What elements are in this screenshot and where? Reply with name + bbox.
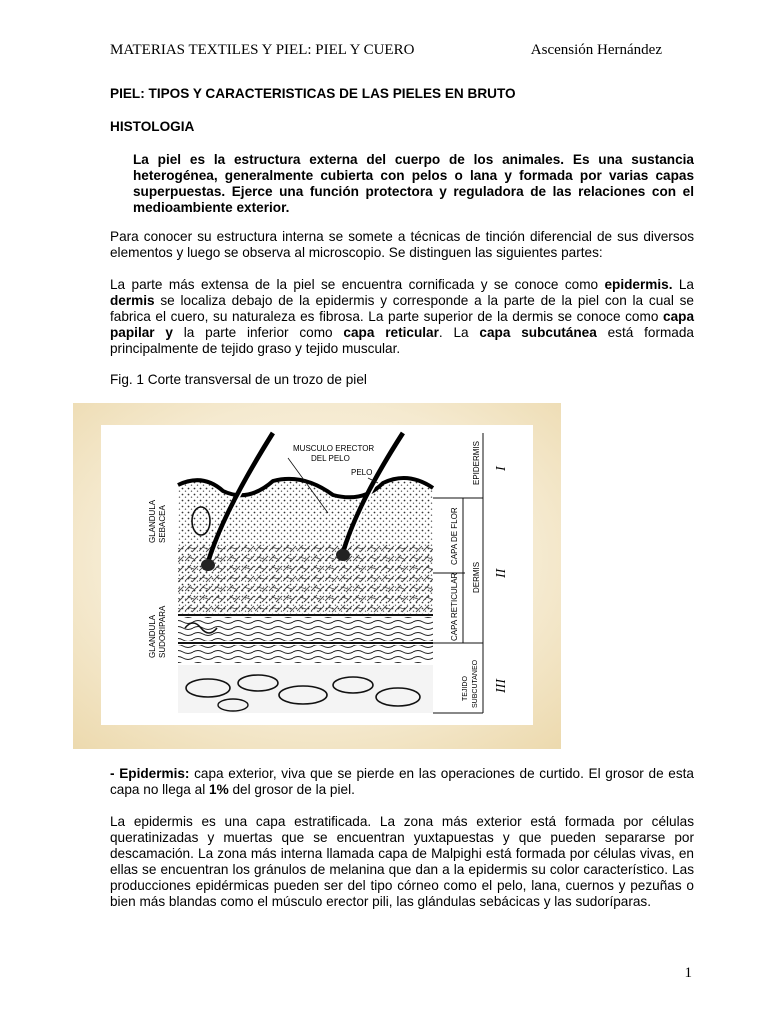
label-roman-ii: II <box>494 568 509 578</box>
figure-caption: Fig. 1 Corte transversal de un trozo de piel <box>110 372 367 387</box>
header-author: Ascensión Hernández <box>530 42 662 58</box>
header-course-title: MATERIAS TEXTILES Y PIEL: PIEL Y CUERO <box>110 42 415 58</box>
paragraph-epidermis-definition: - Epidermis: capa exterior, viva que se pierde en las operaciones de curtido. El grosor de esta capa no llega al 1% del grosor de la piel. <box>110 766 694 797</box>
label-dermis: DERMIS <box>472 561 481 593</box>
paragraph-structure: Para conocer su estructura interna se somete a técnicas de tinción diferencial de sus diversos elementos y luego se observa al microscopio. Se distinguen las siguientes partes: <box>110 229 694 260</box>
page-number: 1 <box>684 965 692 981</box>
paragraph-epidermis-detail: La epidermis es una capa estratificada. La zona más exterior está formada por células queratinizadas y muertas que se encuentran yuxtapuestas y que pueden separarse por descamación. La zona más interna llamada capa de Malpighi está formada por células vivas, en ellas se encuentran los gránulos de melanina que dan a la epidermis su color característico. Las producciones epidérmicas pueden ser del tipo córneo como el pelo, lana, cuernos y pezuñas o bien más blandas como el músculo erector pili, las glándulas sebácicas y las sudoríparas. <box>110 814 694 909</box>
label-roman-iii: III <box>494 679 509 693</box>
label-musculo-erector-1: MUSCULO ERECTOR <box>293 444 375 453</box>
intro-paragraph: La piel es la estructura externa del cuerpo de los animales. Es una sustancia heterogénea, generalmente cubierta con pelos o lana y formada por varias capas superpuestas. Ejerce una función protectora y reguladora de las relaciones con el medioambiente exterior. <box>133 152 694 215</box>
label-roman-i: I <box>494 466 509 471</box>
skin-cross-section-figure <box>73 403 561 749</box>
paragraph-layers: La parte más extensa de la piel se encuentra cornificada y se conoce como epidermis. La dermis se localiza debajo de la epidermis y corresponde a la parte de la piel con la cual se fabrica el cuero, su naturaleza es fibrosa. La parte superior de la dermis se conoce como capa papilar y la parte inferior como capa reticular. La capa subcutánea está formada principalmente de tejido graso y tejido muscular. <box>110 277 694 356</box>
label-glandula-sebacea-2: SEBACEA <box>158 505 167 543</box>
label-glandula-sudoripara-2: SUDORIPARA <box>158 605 167 658</box>
label-capa-reticular: CAPA RETICULAR <box>450 572 459 641</box>
label-glandula-sudoripara-1: GLANDULA <box>148 614 157 658</box>
label-glandula-sebacea-1: GLANDULA <box>148 499 157 543</box>
label-tejido-2: SUBCUTANEO <box>472 659 479 708</box>
label-musculo-erector-2: DEL PELO <box>311 454 350 463</box>
section-heading: HISTOLOGIA <box>110 119 195 134</box>
label-epidermis: EPIDERMIS <box>472 440 481 485</box>
document-title: PIEL: TIPOS Y CARACTERISTICAS DE LAS PIELES EN BRUTO <box>110 86 516 101</box>
label-pelo: PELO <box>351 468 373 477</box>
label-tejido-1: TEJIDO <box>462 676 469 701</box>
label-capa-flor: CAPA DE FLOR <box>450 507 459 565</box>
